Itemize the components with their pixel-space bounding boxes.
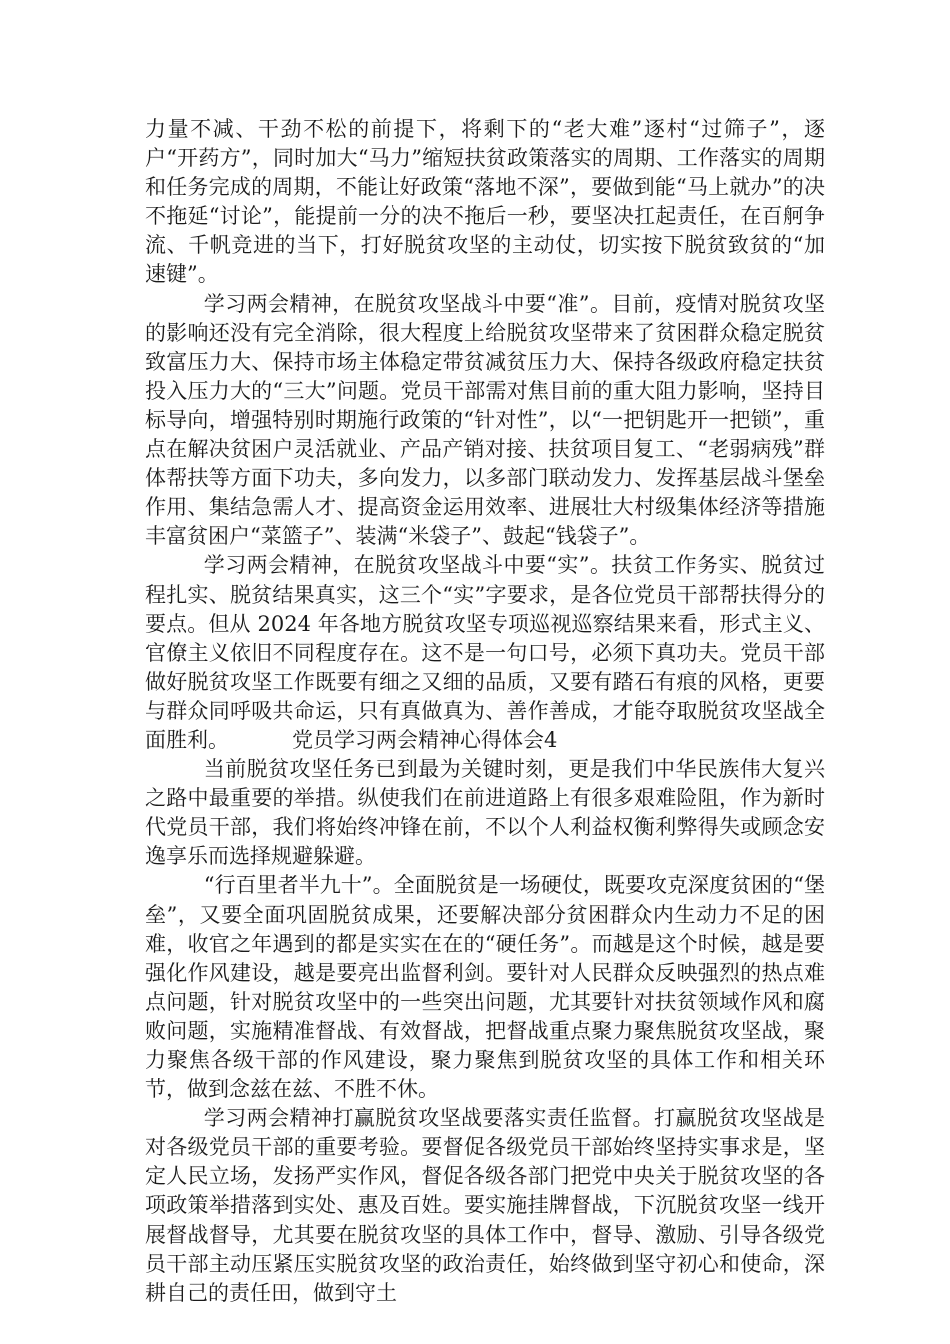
document-body [145,115,825,1308]
paragraph-text: “行百里者半九十”。全面脱贫是一场硬仗，既要攻克深度贫困的“堡垒”，又要全面巩固脱贫成果，还要解决部分贫困群众内生动力不足的困难，收官之年遇到的都是实实在在的“硬任务”。而越是这个时候，越是要强化作风建设，越是要亮出监督利剑。要针对人民群众反映强烈的热点难点问题，针对脱贫攻坚中的一些突出问题，尤其要针对扶贫领域作风和腐败问题，实施精准督战、有效督战，把督战重点聚力聚焦脱贫攻坚战，聚力聚焦各级干部的作风建设，聚力聚焦到脱贫攻坚的具体工作和相关环节，做到念兹在兹、不胜不休。 [145,873,825,1102]
paragraph-text: 学习两会精神，在脱贫攻坚战斗中要“准”。目前，疫情对脱贫攻坚的影响还没有完全消除，很大程度上给脱贫攻坚带来了贫困群众稳定脱贫致富压力大、保持市场主体稳定带贫减贫压力大、保持各级政府稳定扶贫投入压力大的“三大”问题。党员干部需对焦目前的重大阻力影响，坚持目标导向，增强特别时期施行政策的“针对性”，以“一把钥匙开一把锁”，重点在解决贫困户灵活就业、产品产销对接、扶贫项目复工、“老弱病残”群体帮扶等方面下功夫，多向发力，以多部门联动发力、发挥基层战斗堡垒作用、集结急需人才、提高资金运用效率、进展壮大村级集体经济等措施丰富贫困户“菜篮子”、装满“米袋子”、鼓起“钱袋子”。 [145,291,825,549]
paragraph [145,551,825,755]
paragraph-text: 学习两会精神，在脱贫攻坚战斗中要“实”。扶贫工作务实、脱贫过程扎实、脱贫结果真实，这三个“实”字要求，是各位党员干部帮扶得分的要点。但从 2024 年各地方脱贫攻坚专项巡视巡察结果来看，形式主义、官僚主义依旧不同程度存在。这不是一句口号，必须下真功夫。党员干部做好脱贫攻坚工作既要有细之又细的品质，又要有踏石有痕的风格，更要与群众同呼吸共命运，只有真做真为、善作善成，才能夺取脱贫攻坚战全面胜利。 [145,553,825,752]
section-heading: 党员学习两会精神心得体会4 [292,727,558,752]
paragraph [145,871,825,1104]
paragraph-text: 学习两会精神打赢脱贫攻坚战要落实责任监督。打赢脱贫攻坚战是对各级党员干部的重要考验。要督促各级党员干部始终坚持实事求是，坚定人民立场，发扬严实作风，督促各级各部门把党中央关于脱贫攻坚的各项政策举措落到实处、惠及百姓。要实施挂牌督战，下沉脱贫攻坚一线开展督战督导，尤其要在脱贫攻坚的具体工作中，督导、激励、引导各级党员干部主动压紧压实脱贫攻坚的政治责任，始终做到坚守初心和使命，深耕自己的责任田，做到守土 [145,1106,825,1305]
paragraph-text: 当前脱贫攻坚任务已到最为关键时刻，更是我们中华民族伟大复兴之路中最重要的举措。纵使我们在前进道路上有很多艰难险阻，作为新时代党员干部，我们将始终冲锋在前，不以个人利益权衡利弊得失或顾念安逸享乐而选择规避躲避。 [145,757,825,869]
paragraph [145,1104,825,1308]
paragraph-text: 力量不减、干劲不松的前提下，将剩下的“老大难”逐村“过筛子”，逐户“开药方”，同时加大“马力”缩短扶贫政策落实的周期、工作落实的周期和任务完成的周期，不能让好政策“落地不深”，要做到能“马上就办”的决不拖延“讨论”，能提前一分的决不拖后一秒，要坚决扛起责任，在百舸争流、千帆竞进的当下，打好脱贫攻坚的主动仗，切实按下脱贫致贫的“加速键”。 [145,117,825,287]
paragraph [145,290,825,552]
paragraph [145,115,825,290]
paragraph [145,755,825,871]
